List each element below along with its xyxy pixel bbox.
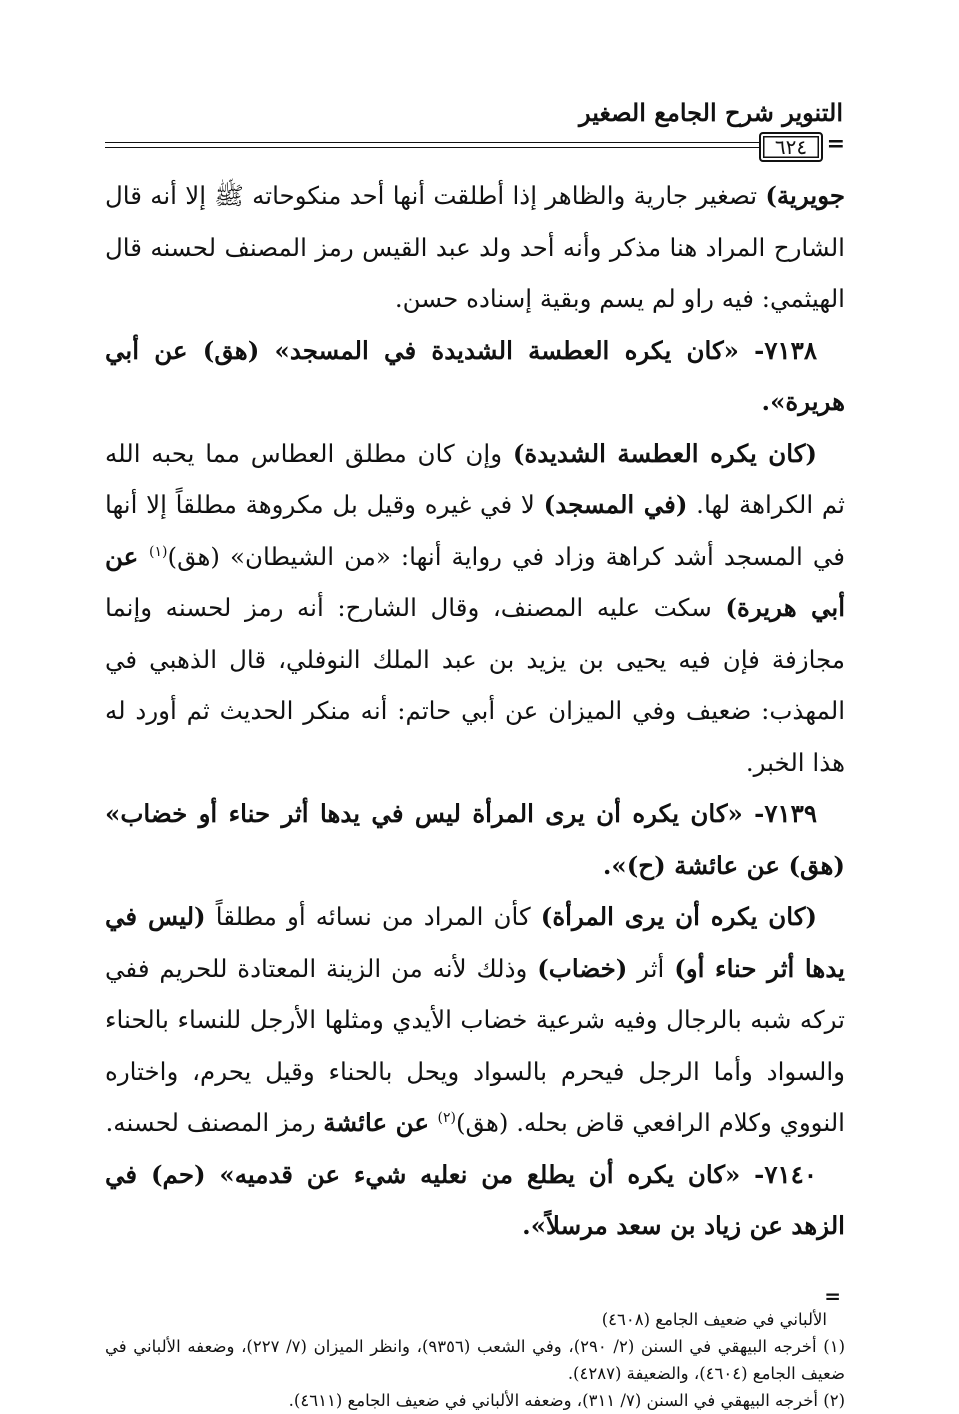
paragraph-text: أثر	[627, 953, 675, 983]
bold-term: (في المسجد)	[543, 490, 688, 519]
footnote-ref-1: (١)	[149, 543, 168, 560]
bold-term: عن أبي هريرة)	[105, 541, 845, 622]
bold-term: (كان يكره أن يرى المرأة)	[540, 902, 817, 931]
footnote-continuation-mark: =	[824, 1283, 841, 1308]
paragraph-commentary-1	[105, 170, 845, 325]
footnote-ref-2: (٢)	[437, 1109, 456, 1126]
bold-term: (خضاب)	[537, 953, 628, 983]
paragraph-commentary-7138	[105, 428, 845, 789]
bold-term: (ليس في يدها أثر حناء أو)	[105, 902, 845, 983]
page-number: ٦٢٤	[759, 132, 823, 162]
header-rule	[105, 132, 845, 160]
bold-term: جويرية)	[765, 181, 845, 210]
paragraph-text: تصغير جارية والظاهر إذا أطلقت أنها أحد منكوحاته ﷺ إلا أنه قال الشارح المراد هنا مذكر وأنه أحد ولد عبد القيس رمز المصنف لحسنه قال الهيثمي: فيه راو لم يسم وبقية إسناده حسن.	[105, 181, 845, 313]
footnote-2: (٢) أخرجه البيهقي في السنن (٧/ ٣١١)، وضعفه الألباني في ضعيف الجامع (٤٦١١).	[288, 1390, 845, 1410]
paragraph-text: رمز المصنف لحسنه.	[105, 1108, 324, 1137]
header-rule-line-top	[105, 142, 765, 143]
paragraph-text: لا في غيره وقيل بل مكروهة مطلقاً إلا أنها في المسجد أشد كراهة وزاد في رواية أنها: «من الشيطان» (هق)	[105, 490, 845, 571]
bold-term: (كان يكره العطسة الشديدة)	[512, 438, 817, 468]
hadith-7138: ٧١٣٨- «كان يكره العطسة الشديدة في المسجد» (هق) عن أبي هريرة».	[105, 335, 845, 416]
hadith-7140: ٧١٤٠- «كان يكره أن يطلع من نعليه شيء عن قدميه» (حم) في الزهد عن زياد بن سعد مرسلاً».	[105, 1159, 845, 1240]
footnote-continued: الألباني في ضعيف الجامع (٤٦٠٨)	[601, 1309, 827, 1329]
continuation-mark: =	[826, 131, 845, 157]
footnotes	[105, 1283, 845, 1414]
bold-term: عن عائشة	[323, 1108, 438, 1137]
paragraph-text: وإن كان مطلق العطاس مما يحبه الله ثم الكراهة لها.	[105, 438, 845, 519]
paragraph-commentary-7139	[105, 891, 845, 1149]
paragraph-text: كأن المراد من نسائه أو مطلقاً	[205, 902, 541, 931]
hadith-7139: ٧١٣٩- «كان يكره أن يرى المرأة ليس في يدها أثر حناء أو خضاب» (هق) عن عائشة (ح)».	[105, 799, 845, 880]
footnote-1: (١) أخرجه البيهقي في السنن (٢/ ٢٩٠)، وفي الشعب (٩٣٥٦)، وانظر الميزان (٧/ ٢٢٧)، وضعفه الألباني في ضعيف الجامع (٤٦٠٤)، والضعيفة (٤٢٨٧).	[105, 1336, 845, 1383]
paragraph-text: وذلك لأنه من الزينة المعتادة للحريم ففي تركه شبه بالرجال وفيه شرعية خضاب الأيدي ومثلها الأرجل للنساء بالحناء والسواد وأما الرجل فيحرم بالسواد ويحل بالحناء وقيل يحرم، واختاره النووي وكلام الرافعي قاض بحله. (هق)	[105, 953, 845, 1137]
header-rule-line-bottom	[105, 147, 765, 148]
paragraph-text: سكت عليه المصنف، وقال الشارح: أنه رمز لحسنه وإنما مجازفة فإن فيه يحيى بن يزيد بن عبد الملك النوفلي، قال الذهبي في المهذب: ضعيف وفي الميزان عن أبي حاتم: أنه منكر الحديث ثم أورد له هذا الخبر.	[105, 593, 845, 777]
main-text	[105, 170, 845, 1252]
book-page	[105, 96, 845, 1414]
running-title: التنوير شرح الجامع الصغير	[579, 98, 843, 127]
